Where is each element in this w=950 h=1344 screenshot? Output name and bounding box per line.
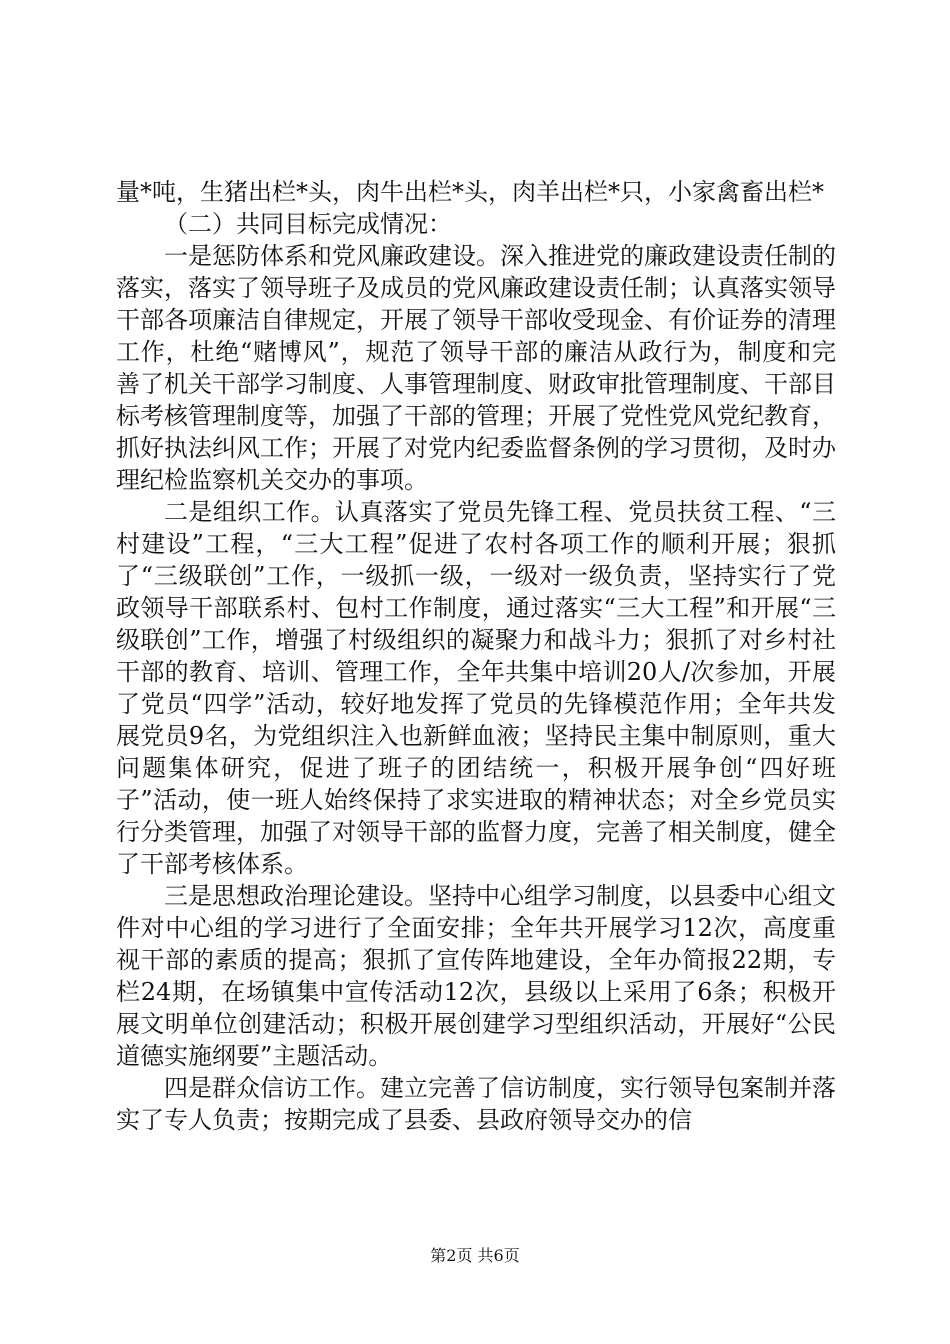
paragraph-livestock-output: 量*吨，生猪出栏*头，肉牛出栏*头，肉羊出栏*只，小家禽畜出栏* bbox=[116, 178, 824, 206]
paragraph-political-theory: 三是思想政治理论建设。坚持中心组学习制度，以县委中心组文件对中心组的学习进行了全面安排；全年共开展学习12次，高度重视干部的素质的提高；狠抓了宣传阵地建设，全年办简报22期，专栏24期，在场镇集中宣传活动12次，县级以上采用了6条；积极开展文明单位创建活动；积极开展创建学习型组织活动，开展好“公民道德实施纲要”主题活动。 bbox=[116, 882, 836, 1070]
section-heading-common-goals: （二）共同目标完成情况： bbox=[164, 210, 452, 238]
document-body bbox=[116, 176, 836, 1136]
paragraph-anti-corruption: 一是惩防体系和党风廉政建设。深入推进党的廉政建设责任制的落实，落实了领导班子及成员的党风廉政建设责任制；认真落实领导干部各项廉洁自律规定，开展了领导干部收受现金、有价证券的清理工作，杜绝“赌博风”，规范了领导干部的廉洁从政行为，制度和完善了机关干部学习制度、人事管理制度、财政审批管理制度、干部目标考核管理制度等，加强了干部的管理；开展了党性党风党纪教育，抓好执法纠风工作；开展了对党内纪委监督条例的学习贯彻，及时办理纪检监察机关交办的事项。 bbox=[116, 242, 836, 494]
page-number-footer: 第2页 共6页 bbox=[430, 1246, 520, 1265]
paragraph-petition-work: 四是群众信访工作。建立完善了信访制度，实行领导包案制并落实了专人负责；按期完成了县委、县政府领导交办的信 bbox=[116, 1074, 836, 1134]
paragraph-organization-work: 二是组织工作。认真落实了党员先锋工程、党员扶贫工程、“三村建设”工程，“三大工程”促进了农村各项工作的顺利开展；狠抓了“三级联创”工作，一级抓一级，一级对一级负责，坚持实行了党政领导干部联系村、包村工作制度，通过落实“三大工程”和开展“三级联创”工作，增强了村级组织的凝聚力和战斗力；狠抓了对乡村社干部的教育、培训、管理工作，全年共集中培训20人/次参加，开展了党员“四学”活动，较好地发挥了党员的先锋模范作用；全年共发展党员9名，为党组织注入也新鲜血液；坚持民主集中制原则，重大问题集体研究，促进了班子的团结统一，积极开展争创“四好班子”活动，使一班人始终保持了求实进取的精神状态；对全乡党员实行分类管理，加强了对领导干部的监督力度，完善了相关制度，健全了干部考核体系。 bbox=[116, 498, 836, 878]
